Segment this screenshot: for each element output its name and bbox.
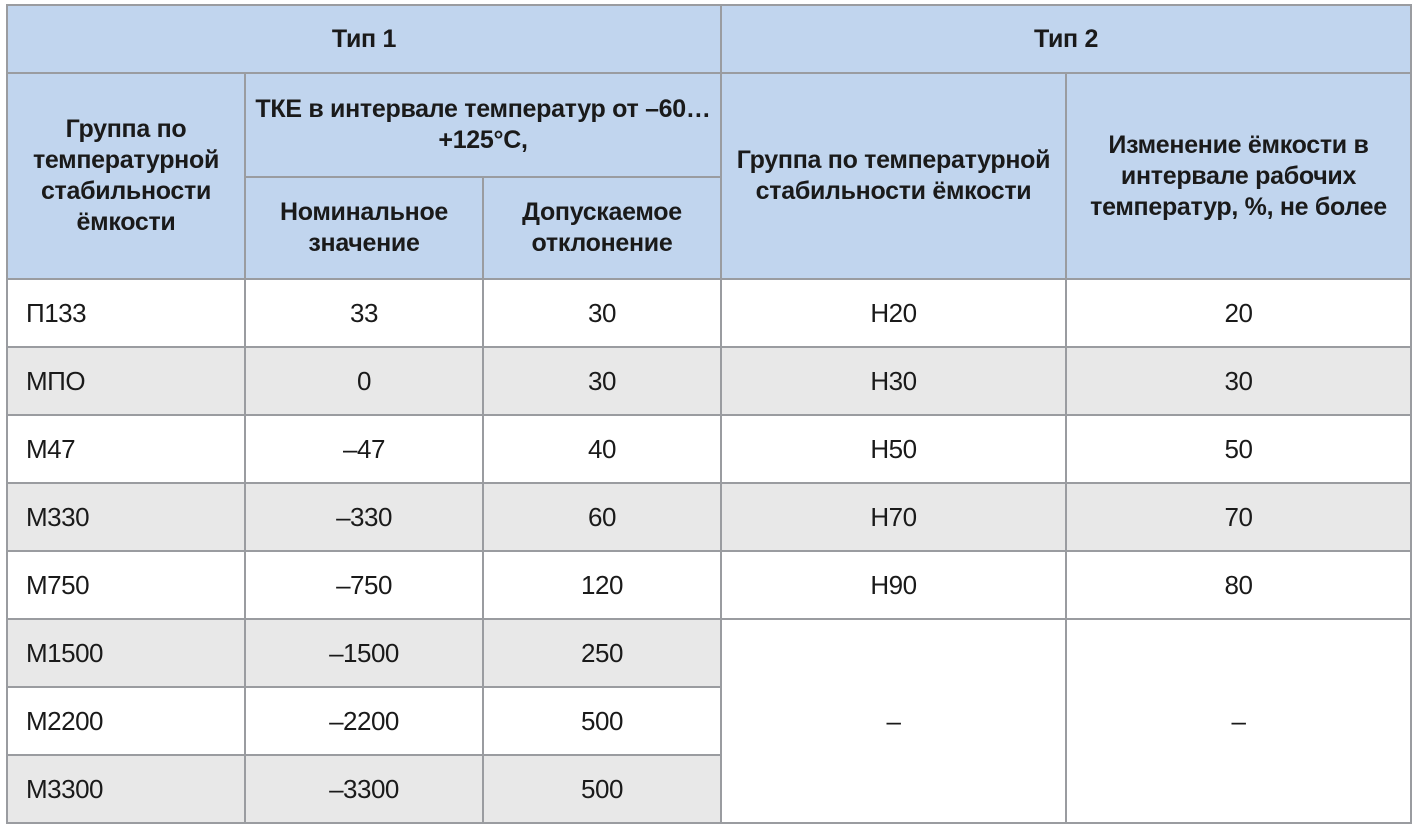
header-tke: ТКЕ в интервале температур от –60…+125°С, xyxy=(245,73,721,177)
cell-change: 50 xyxy=(1066,415,1411,483)
cell-nominal: 33 xyxy=(245,279,483,347)
cell-group2: Н50 xyxy=(721,415,1066,483)
cell-tolerance: 120 xyxy=(483,551,721,619)
cell-nominal: –2200 xyxy=(245,687,483,755)
cell-group2: Н90 xyxy=(721,551,1066,619)
table-container xyxy=(6,4,1412,824)
header-type2: Тип 2 xyxy=(721,5,1411,73)
header-group1: Группа по температурной стабильности ёмкости xyxy=(7,73,245,279)
header-tolerance: Допускаемое отклонение xyxy=(483,177,721,279)
cell-tolerance: 250 xyxy=(483,619,721,687)
cell-change: 80 xyxy=(1066,551,1411,619)
table-row xyxy=(7,415,1411,483)
cell-nominal: –330 xyxy=(245,483,483,551)
cell-group2: Н20 xyxy=(721,279,1066,347)
header-change: Изменение ёмкости в интервале рабочих температур, %, не более xyxy=(1066,73,1411,279)
cell-nominal: –1500 xyxy=(245,619,483,687)
cell-nominal: 0 xyxy=(245,347,483,415)
cell-group: М3300 xyxy=(7,755,245,823)
cell-nominal: –750 xyxy=(245,551,483,619)
cell-group: М750 xyxy=(7,551,245,619)
cell-group: П133 xyxy=(7,279,245,347)
cell-nominal: –47 xyxy=(245,415,483,483)
header-group2: Группа по температурной стабильности ёмкости xyxy=(721,73,1066,279)
header-row-1 xyxy=(7,5,1411,73)
cell-nominal: –3300 xyxy=(245,755,483,823)
header-row-2 xyxy=(7,73,1411,177)
header-nominal: Номинальное значение xyxy=(245,177,483,279)
cell-tolerance: 30 xyxy=(483,279,721,347)
cell-tolerance: 500 xyxy=(483,687,721,755)
table-row xyxy=(7,619,1411,687)
header-type1: Тип 1 xyxy=(7,5,721,73)
cell-group: М2200 xyxy=(7,687,245,755)
cell-group2: Н30 xyxy=(721,347,1066,415)
cell-tolerance: 40 xyxy=(483,415,721,483)
cell-change: 70 xyxy=(1066,483,1411,551)
table-row xyxy=(7,483,1411,551)
cell-group: М47 xyxy=(7,415,245,483)
cell-group: М330 xyxy=(7,483,245,551)
cell-change-merged-dash: – xyxy=(1066,619,1411,823)
table-row xyxy=(7,279,1411,347)
table-row xyxy=(7,347,1411,415)
capacitor-groups-table xyxy=(6,4,1412,824)
cell-tolerance: 60 xyxy=(483,483,721,551)
cell-tolerance: 500 xyxy=(483,755,721,823)
cell-group: М1500 xyxy=(7,619,245,687)
cell-tolerance: 30 xyxy=(483,347,721,415)
cell-group2: Н70 xyxy=(721,483,1066,551)
cell-change: 30 xyxy=(1066,347,1411,415)
cell-change: 20 xyxy=(1066,279,1411,347)
cell-group: МПО xyxy=(7,347,245,415)
cell-group2-merged-dash: – xyxy=(721,619,1066,823)
table-row xyxy=(7,551,1411,619)
